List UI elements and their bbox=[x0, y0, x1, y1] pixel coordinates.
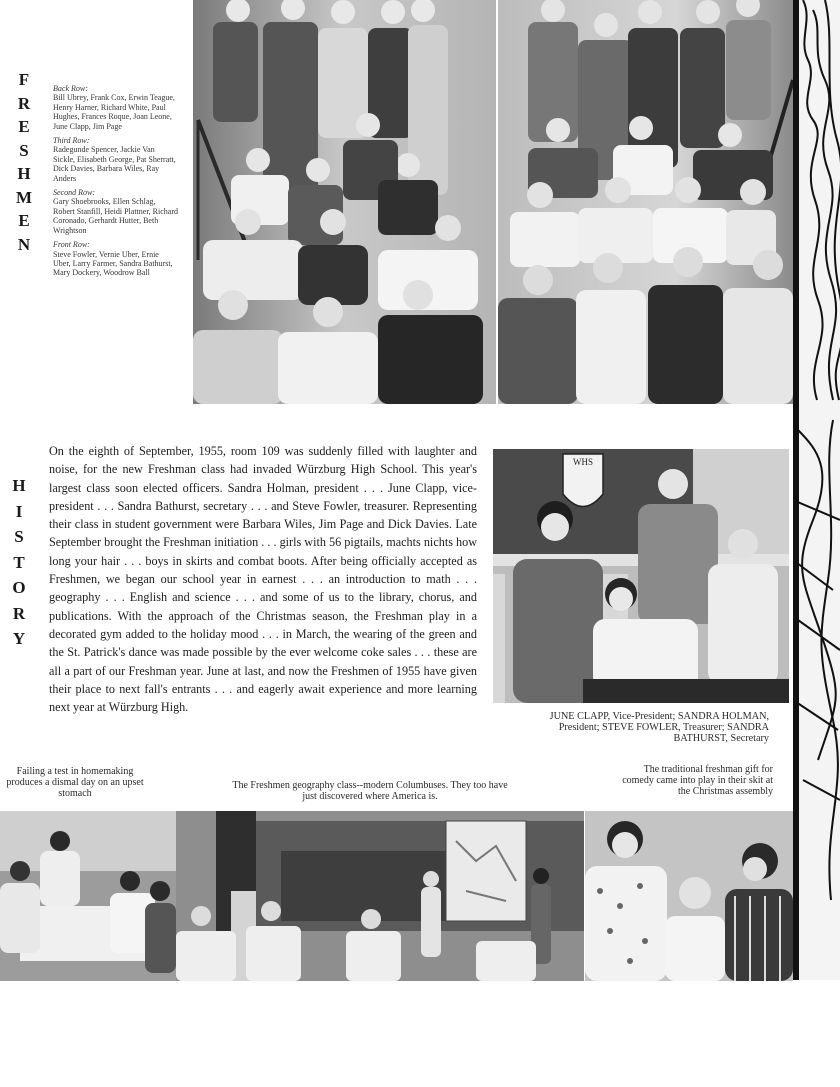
history-letter: S bbox=[14, 527, 24, 546]
class-group-photo-right bbox=[498, 0, 795, 404]
freshmen-letter: F bbox=[18, 70, 30, 89]
geography-caption: The Freshmen geography class--modern Columbuses. They too have just discovered where America is. bbox=[232, 780, 508, 802]
comedy-caption: The traditional freshman gift for comedy came into play in their skit at the Christmas assembly bbox=[622, 764, 773, 797]
roster-row-names: Radegunde Spencer, Jackie Van Sickle, Elisabeth George, Pat Sherratt, Dick Davies, Barbara Wiles, Ray Anders bbox=[53, 145, 176, 183]
history-letter: Y bbox=[12, 629, 26, 648]
class-group-photo-left bbox=[193, 0, 496, 404]
tree-artwork-strip bbox=[793, 0, 840, 980]
roster-row-names: Gary Shoebrooks, Ellen Schlag, Robert Stanfill, Heidi Plattner, Richard Coronado, Gerhardt Hutter, Beth Wrightson bbox=[53, 197, 178, 235]
freshmen-letter: E bbox=[18, 117, 30, 136]
history-letter: R bbox=[12, 603, 26, 623]
history-paragraph: On the eighth of September, 1955, room 109 was suddenly filled with laughter and noise, for the new Freshman class had invaded Würzburg High School. This year's largest class soon elected officers. Sandra Holman, president . . . June Clapp, vice-president . . . Sandra Bathurst, secretary . . . and Steve Fowler, treasurer. Representing their class in student government were Barbara Wiles, Jim Page and Dick Davies. Late September brought the Freshman initiation . . . girls with 56 pigtails, machts nichts how long your hair . . . boys in skirts and combat boots. After being officially accepted as Freshmen, we began our school year in earnest . . . an introduction to math . . . geography . . . English and science . . . and some of us to the library, chorus, and publications. With the approach of the Christmas season, the Freshman play in a decorated gym added to the holiday mood . . . in March, the wearing of the green and the St. Patrick's dance was made possible by the ever welcome coke sales . . . these are all a part of our Freshman year. June at last, and now the Freshmen of 1955 have given their place to next fall's entrants . . . and eagerly await experience and more learning next year at Würzburg High. bbox=[49, 444, 477, 715]
homemaking-photo bbox=[0, 811, 176, 981]
freshmen-letter: H bbox=[17, 164, 31, 183]
freshmen-letter: N bbox=[17, 234, 31, 254]
roster-row-label: Front Row: bbox=[53, 240, 90, 250]
class-roster-caption bbox=[53, 84, 178, 278]
roster-row-label: Third Row: bbox=[53, 136, 90, 146]
homemaking-caption: Failing a test in homemaking produces a dismal day on an upset stomach bbox=[6, 766, 144, 799]
history-letter: O bbox=[12, 578, 26, 597]
geography-class-photo bbox=[176, 811, 584, 981]
roster-row-label: Second Row: bbox=[53, 188, 95, 198]
freshmen-vertical-title bbox=[14, 68, 34, 256]
pennant-letters: WHS bbox=[573, 457, 593, 467]
freshmen-letter: S bbox=[19, 140, 29, 160]
freshmen-letter: E bbox=[18, 211, 30, 230]
officers-photo bbox=[493, 449, 789, 703]
roster-row-names: Steve Fowler, Vernie Uber, Ernie Uber, Larry Farmer, Sandra Bathurst, Mary Dockery, Woodrow Ball bbox=[53, 249, 173, 278]
freshmen-letter: R bbox=[17, 93, 31, 113]
roster-row-label: Back Row: bbox=[53, 84, 88, 93]
history-vertical-title bbox=[9, 473, 29, 652]
freshmen-letter: M bbox=[15, 187, 33, 207]
christmas-skit-photo bbox=[585, 811, 793, 981]
officers-caption: JUNE CLAPP, Vice-President; SANDRA HOLMAN, President; STEVE FOWLER, Treasurer; SANDRA BATHURST, Secretary bbox=[549, 711, 769, 744]
history-letter: T bbox=[13, 552, 25, 572]
history-letter: H bbox=[12, 476, 26, 495]
roster-row-names: Bill Ubrey, Frank Cox, Erwin Teague, Henry Harner, Richard White, Paul Hughes, Frances Roque, Joan Leone, June Clapp, Jim Page bbox=[53, 93, 175, 131]
history-letter: I bbox=[15, 501, 23, 521]
